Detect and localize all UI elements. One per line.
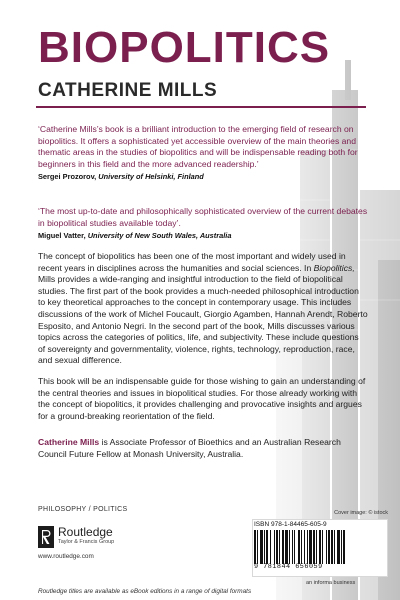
barcode-bar bbox=[294, 530, 295, 564]
title-rule bbox=[36, 106, 366, 108]
barcode-bar bbox=[341, 530, 342, 564]
publisher-name: Routledge bbox=[58, 525, 113, 539]
barcode-bar bbox=[322, 530, 323, 564]
barcode-bar bbox=[316, 530, 317, 564]
barcode-bar bbox=[343, 530, 345, 564]
description-paragraph-1: The concept of biopolitics has been one of the most important and widely used in recent years in disciplines across the humanities and social sciences. In Biopolitics, Mills provides a wide-ranging and insightful introduction to the field of biopolitical studies. The first part of the book provides a much-needed philosophical introduction to key theoretical approaches to the concept in contemporary usage. This includes discussions of the work of Michel Foucault, Giorgio Agamben, Hannah Arendt, Roberto Esposito, and Antonio Negri. In the second part of the book, Mills discusses various topics across the categories of politics, life, and subjectivity. These include questions of sovereignty and governmentality, violence, rights, technology, reproduction, race, and sexual difference. bbox=[38, 251, 368, 366]
endorsement-2 bbox=[38, 206, 368, 241]
bio-text: is Associate Professor of Bioethics and an Australian Research Council Future Fellow at Monash University, Australia. bbox=[38, 437, 341, 459]
endorsement-1 bbox=[38, 124, 368, 182]
barcode-bar bbox=[254, 530, 256, 564]
endorser-affiliation: University of New South Wales, Australia bbox=[87, 231, 232, 241]
barcode-graphic bbox=[254, 530, 384, 564]
endorsement-attribution bbox=[38, 172, 368, 182]
publisher-group: Taylor & Francis Group bbox=[58, 539, 115, 545]
book-author: CATHERINE MILLS bbox=[38, 80, 218, 101]
endorsement-text: ‘The most up-to-date and philosophically sophisticated overview of the current debates in biopolitical studies available today’. bbox=[38, 206, 368, 228]
barcode-bar bbox=[313, 530, 315, 564]
routledge-logo-icon bbox=[38, 526, 54, 548]
barcode-bar bbox=[304, 530, 305, 564]
barcode-bar bbox=[266, 530, 268, 564]
barcode-bar bbox=[279, 530, 280, 564]
barcode-bar bbox=[319, 530, 321, 564]
publisher-url: www.routledge.com bbox=[38, 553, 94, 560]
barcode-bar bbox=[282, 530, 284, 564]
endorser-name: Miguel Vatter, bbox=[38, 231, 86, 241]
barcode-bar bbox=[331, 530, 333, 564]
barcode-bar bbox=[298, 530, 300, 564]
barcode-bar bbox=[328, 530, 330, 564]
barcode-bar bbox=[274, 530, 275, 564]
author-bio bbox=[38, 437, 368, 460]
barcode-bar bbox=[334, 530, 335, 564]
cover-image-credit: Cover image: © istock bbox=[334, 510, 388, 516]
barcode-digits: 9 781844 656059 bbox=[254, 563, 323, 571]
barcode-bar bbox=[270, 530, 271, 564]
isbn-number: ISBN 978-1-84465-605-9 bbox=[254, 521, 327, 528]
subject-category: PHILOSOPHY / POLITICS bbox=[38, 506, 128, 513]
endorsement-text: ‘Catherine Mills’s book is a brilliant introduction to the emerging field of research on biopolitics. It offers a sophisticated yet accessible overview of the main theories and thematic areas in the studies of biopolitics and will be indispensable reading both for beginners in this field and the more advanced readership.’ bbox=[38, 124, 358, 169]
book-title: BIOPOLITICS bbox=[38, 23, 331, 72]
barcode-bar bbox=[301, 530, 302, 564]
barcode-bar bbox=[285, 530, 288, 564]
publisher-block bbox=[38, 524, 178, 558]
book-description bbox=[38, 251, 368, 422]
barcode-bar bbox=[309, 530, 312, 564]
informa-tagline: an informa business bbox=[306, 580, 356, 586]
ebook-note: Routledge titles are available as eBook editions in a range of digital formats bbox=[38, 588, 252, 595]
barcode-bar bbox=[337, 530, 340, 564]
barcode-bar bbox=[289, 530, 290, 564]
endorser-name: Sergei Prozorov, bbox=[38, 172, 97, 182]
barcode-bar bbox=[326, 530, 327, 564]
barcode-bar bbox=[264, 530, 265, 564]
endorser-affiliation: University of Helsinki, Finland bbox=[98, 172, 204, 182]
barcode-bar bbox=[307, 530, 308, 564]
barcode-bar bbox=[292, 530, 293, 564]
endorsement-attribution bbox=[38, 231, 368, 241]
barcode-bar bbox=[276, 530, 278, 564]
barcode-bar bbox=[260, 530, 263, 564]
bio-author-name: Catherine Mills bbox=[38, 437, 100, 447]
description-paragraph-2: This book will be an indispensable guide for those wishing to gain an understanding of the central theories and issues in biopolitical studies. For those already working with the concept of biopolitics, it provides challenging and provocative insights and argues for a ground-breaking reorientation of the field. bbox=[38, 375, 366, 421]
barcode-bar bbox=[257, 530, 258, 564]
